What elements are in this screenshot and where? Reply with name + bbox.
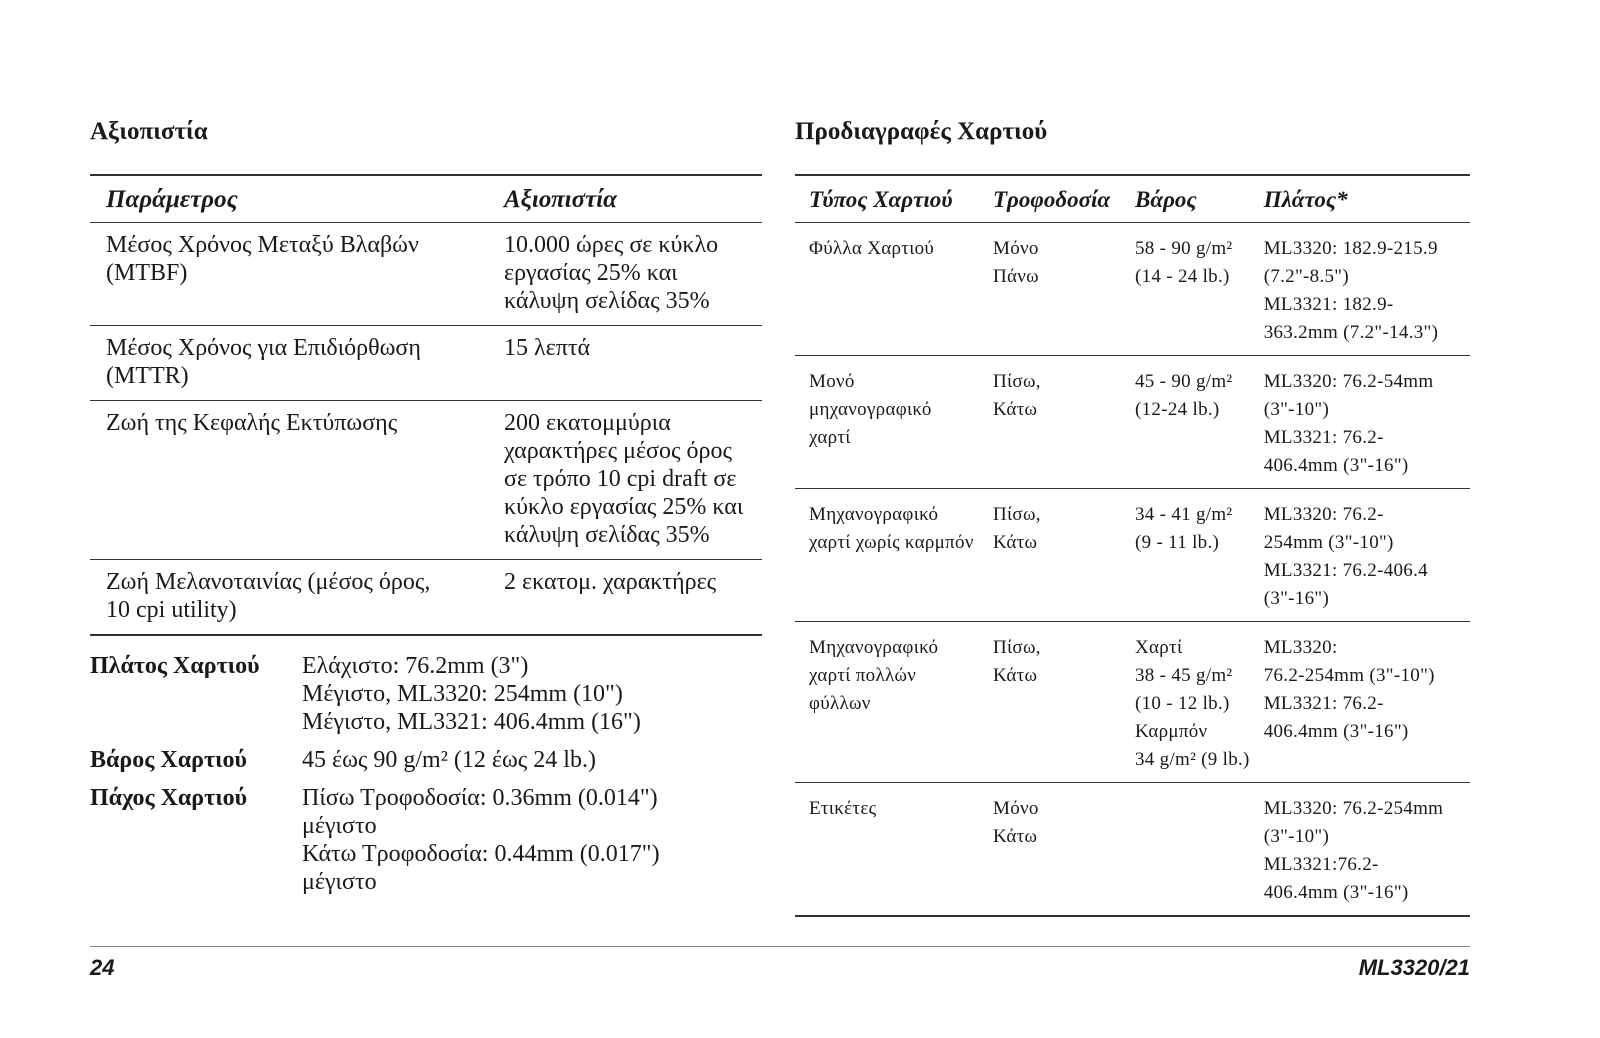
paper-header-row <box>795 175 1470 223</box>
paper-type-cell-line: χαρτί πολλών <box>809 665 917 686</box>
table-row <box>795 356 1470 489</box>
width-cell-line: ML3321:76.2- <box>1263 854 1379 875</box>
header-width: Πλάτος* <box>1250 175 1470 223</box>
width-cell-line: 406.4mm (3"-16") <box>1263 455 1409 476</box>
reliability-table <box>90 174 762 636</box>
reliability-value-cell-line: 10.000 ώρες σε κύκλο <box>504 232 719 258</box>
feed-cell-line: Πίσω, <box>993 504 1041 525</box>
spec-value <box>302 784 762 896</box>
parameter-cell <box>90 401 488 560</box>
width-cell-line: ML3320: <box>1263 637 1338 658</box>
width-cell-line: 76.2-254mm (3"-10") <box>1263 665 1435 686</box>
feed-cell <box>979 223 1121 356</box>
weight-cell-line: Καρμπόν <box>1135 721 1208 742</box>
width-cell-line: ML3320: 76.2- <box>1263 504 1384 525</box>
paper-type-cell-line: Ετικέτες <box>809 798 877 819</box>
spec-value-line: Κάτω Τροφοδοσία: 0.44mm (0.017") <box>302 841 660 867</box>
width-cell-line: ML3321: 182.9- <box>1263 294 1394 315</box>
reliability-value-cell-line: κάλυψη σελίδας 35% <box>504 522 710 548</box>
paper-type-cell <box>795 783 979 917</box>
paper-type-cell-line: μηχανογραφικό <box>809 399 932 420</box>
feed-cell <box>979 622 1121 783</box>
weight-cell-line: (9 - 11 lb.) <box>1135 532 1220 553</box>
width-cell-line: 254mm (3"-10") <box>1263 532 1394 553</box>
spec-value <box>302 746 762 774</box>
spec-value-line: μέγιστο <box>302 813 377 839</box>
left-column <box>90 118 762 906</box>
weight-cell <box>1121 489 1250 622</box>
spec-row <box>90 652 762 736</box>
feed-cell-line: Κάτω <box>993 532 1038 553</box>
weight-cell-line: (12-24 lb.) <box>1135 399 1220 420</box>
spec-value <box>302 652 762 736</box>
reliability-value-cell <box>488 401 762 560</box>
feed-cell-line: Κάτω <box>993 399 1038 420</box>
paper-type-cell-line: χαρτί χωρίς καρμπόν <box>809 532 974 553</box>
feed-cell-line: Κάτω <box>993 826 1038 847</box>
width-cell-line: ML3321: 76.2- <box>1263 693 1384 714</box>
reliability-value-cell-line: κάλυψη σελίδας 35% <box>504 288 710 314</box>
paper-spec-table <box>795 174 1470 917</box>
parameter-cell-line: Ζωή της Κεφαλής Εκτύπωσης <box>106 410 398 436</box>
header-reliability: Αξιοπιστία <box>488 175 762 223</box>
width-cell-line: (3"-10") <box>1263 826 1330 847</box>
width-cell <box>1250 356 1470 489</box>
weight-cell-line: 34 g/m² (9 lb.) <box>1135 749 1250 770</box>
parameter-cell-line: Μέσος Χρόνος Μεταξύ Βλαβών <box>106 232 419 258</box>
reliability-value-cell-line: 15 λεπτά <box>504 335 591 361</box>
spec-value-line: Πίσω Τροφοδοσία: 0.36mm (0.014") <box>302 785 658 811</box>
width-cell-line: (3"-10") <box>1263 399 1330 420</box>
header-paper-type: Τύπος Χαρτιού <box>795 175 979 223</box>
weight-cell <box>1121 223 1250 356</box>
weight-cell-line: (10 - 12 lb.) <box>1135 693 1230 714</box>
weight-cell-line: 38 - 45 g/m² <box>1135 665 1233 686</box>
table-row <box>90 401 762 560</box>
feed-cell-line: Κάτω <box>993 665 1038 686</box>
feed-cell <box>979 356 1121 489</box>
spec-value-line: Μέγιστο, ML3321: 406.4mm (16") <box>302 709 641 735</box>
width-cell <box>1250 622 1470 783</box>
feed-cell-line: Πάνω <box>993 266 1039 287</box>
width-cell-line: ML3321: 76.2- <box>1263 427 1384 448</box>
parameter-cell <box>90 326 488 401</box>
spec-value-line: Ελάχιστο: 76.2mm (3") <box>302 653 529 679</box>
parameter-cell-line: 10 cpi utility) <box>106 597 237 623</box>
paper-type-cell-line: Φύλλα Χαρτιού <box>809 238 935 259</box>
reliability-value-cell-line: χαρακτήρες μέσος όρος <box>504 438 732 464</box>
paper-type-cell <box>795 223 979 356</box>
parameter-cell-line: (MTBF) <box>106 260 188 286</box>
weight-cell-line: (14 - 24 lb.) <box>1135 266 1230 287</box>
width-cell-line: (7.2"-8.5") <box>1263 266 1349 287</box>
width-cell-line: ML3321: 76.2-406.4 <box>1263 560 1428 581</box>
paper-type-cell <box>795 489 979 622</box>
spec-row <box>90 784 762 896</box>
table-row <box>795 223 1470 356</box>
width-cell-line: ML3320: 182.9-215.9 <box>1263 238 1438 259</box>
reliability-value-cell <box>488 326 762 401</box>
reliability-value-cell-line: κύκλο εργασίας 25% και <box>504 494 744 520</box>
parameter-cell-line: Ζωή Μελανοταινίας (μέσος όρος, <box>106 569 431 595</box>
reliability-value-cell-line: εργασίας 25% και <box>504 260 678 286</box>
paper-type-cell <box>795 622 979 783</box>
weight-cell <box>1121 356 1250 489</box>
parameter-cell <box>90 560 488 636</box>
paper-type-cell-line: χαρτί <box>809 427 851 448</box>
spec-label: Βάρος Χαρτιού <box>90 747 247 773</box>
width-cell <box>1250 489 1470 622</box>
page-number: 24 <box>90 955 115 980</box>
width-cell-line: 363.2mm (7.2"-14.3") <box>1263 322 1439 343</box>
weight-cell-line: 45 - 90 g/m² <box>1135 371 1233 392</box>
spec-label: Πλάτος Χαρτιού <box>90 653 260 679</box>
spec-label: Πάχος Χαρτιού <box>90 785 248 811</box>
table-row <box>90 326 762 401</box>
width-cell-line: (3"-16") <box>1263 588 1330 609</box>
weight-cell-line: Χαρτί <box>1135 637 1183 658</box>
feed-cell-line: Μόνο <box>993 798 1039 819</box>
paper-spec-title: Προδιαγραφές Χαρτιού <box>795 118 1048 145</box>
header-feed: Τροφοδοσία <box>979 175 1121 223</box>
width-cell <box>1250 783 1470 917</box>
table-row <box>90 223 762 326</box>
width-cell <box>1250 223 1470 356</box>
weight-cell-line: 58 - 90 g/m² <box>1135 238 1233 259</box>
reliability-title: Αξιοπιστία <box>90 118 208 145</box>
header-weight: Βάρος <box>1121 175 1250 223</box>
feed-cell <box>979 489 1121 622</box>
right-column <box>795 118 1470 917</box>
paper-type-cell-line: Μηχανογραφικό <box>809 637 939 658</box>
width-cell-line: 406.4mm (3"-16") <box>1263 882 1409 903</box>
weight-cell-line: 34 - 41 g/m² <box>1135 504 1233 525</box>
header-parameter: Παράμετρος <box>90 175 488 223</box>
table-row <box>795 783 1470 917</box>
table-row <box>90 560 762 636</box>
reliability-header-row <box>90 175 762 223</box>
reliability-value-cell-line: σε τρόπο 10 cpi draft σε <box>504 466 737 492</box>
parameter-cell-line: (MTTR) <box>106 363 189 389</box>
reliability-value-cell <box>488 560 762 636</box>
reliability-value-cell <box>488 223 762 326</box>
paper-type-cell-line: φύλλων <box>809 693 871 714</box>
width-cell-line: 406.4mm (3"-16") <box>1263 721 1409 742</box>
table-row <box>795 489 1470 622</box>
parameter-cell <box>90 223 488 326</box>
feed-cell-line: Μόνο <box>993 238 1039 259</box>
width-cell-line: ML3320: 76.2-54mm <box>1263 371 1434 392</box>
spec-value-line: 45 έως 90 g/m² (12 έως 24 lb.) <box>302 747 596 773</box>
reliability-value-cell-line: 2 εκατομ. χαρακτήρες <box>504 569 717 595</box>
spec-value-line: Μέγιστο, ML3320: 254mm (10") <box>302 681 623 707</box>
parameter-cell-line: Μέσος Χρόνος για Επιδιόρθωση <box>106 335 421 361</box>
paper-type-cell-line: Μονό <box>809 371 855 392</box>
model-name: ML3320/21 <box>1358 955 1470 980</box>
reliability-value-cell-line: 200 εκατομμύρια <box>504 410 671 436</box>
table-row <box>795 622 1470 783</box>
paper-specs <box>90 652 762 896</box>
paper-type-cell <box>795 356 979 489</box>
feed-cell-line: Πίσω, <box>993 637 1041 658</box>
paper-type-cell-line: Μηχανογραφικό <box>809 504 939 525</box>
weight-cell <box>1121 622 1250 783</box>
spec-row <box>90 746 762 774</box>
feed-cell-line: Πίσω, <box>993 371 1041 392</box>
footer-rule <box>90 946 1470 947</box>
width-cell-line: ML3320: 76.2-254mm <box>1263 798 1444 819</box>
spec-value-line: μέγιστο <box>302 869 377 895</box>
feed-cell <box>979 783 1121 917</box>
weight-cell <box>1121 783 1250 917</box>
